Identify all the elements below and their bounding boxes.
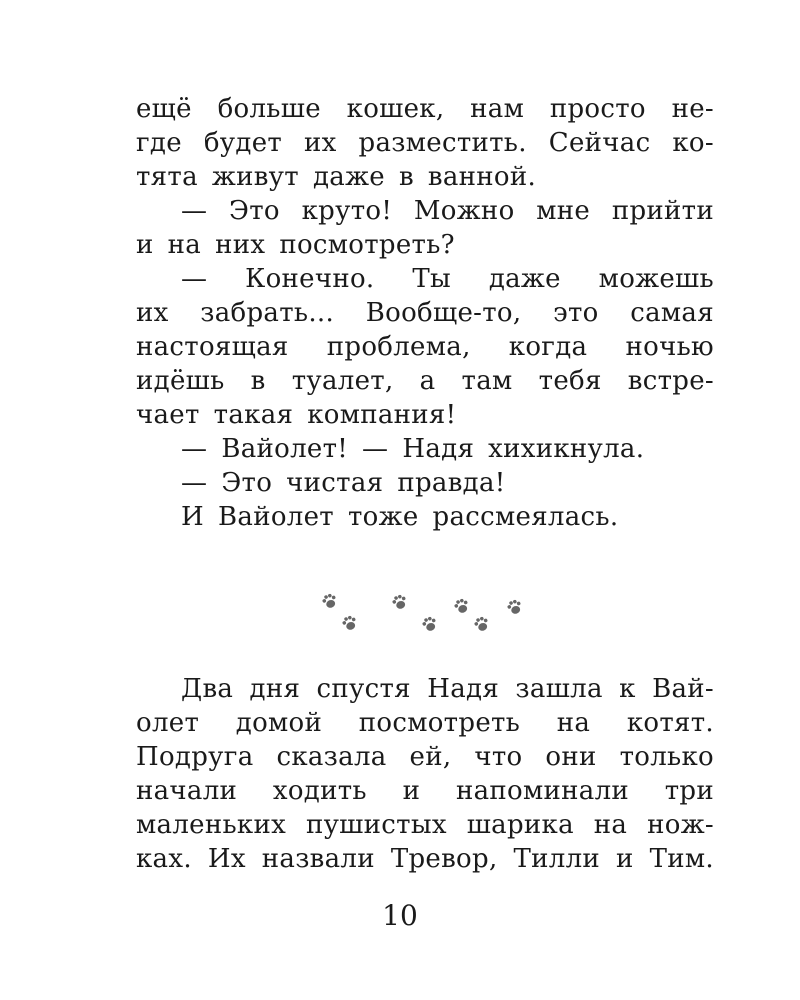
word: в bbox=[250, 366, 266, 396]
text-block-bottom bbox=[136, 672, 714, 876]
paw-print-icon bbox=[453, 597, 470, 614]
word: ночью bbox=[625, 332, 714, 362]
word: — bbox=[181, 434, 208, 464]
word: нож- bbox=[647, 810, 714, 840]
paw-print-icon bbox=[506, 598, 523, 615]
word: самая bbox=[630, 298, 714, 328]
word: Можно bbox=[413, 196, 515, 226]
text-line bbox=[136, 774, 714, 808]
word: прийти bbox=[611, 196, 714, 226]
word: разместить. bbox=[358, 128, 527, 158]
word: посмотреть bbox=[358, 708, 521, 738]
word: Вообще-то, bbox=[365, 298, 522, 328]
paw-print-icon bbox=[421, 615, 438, 632]
word: посмотреть? bbox=[279, 230, 455, 260]
page-number: 10 bbox=[382, 899, 418, 932]
word: хихикнула. bbox=[488, 434, 645, 464]
word: к bbox=[619, 674, 636, 704]
text-line bbox=[136, 808, 714, 842]
word: можешь bbox=[598, 264, 714, 294]
word: проблема, bbox=[326, 332, 471, 362]
word: ко- bbox=[672, 128, 714, 158]
word: Сейчас bbox=[548, 128, 651, 158]
word: не- bbox=[671, 94, 714, 124]
word: они bbox=[545, 742, 597, 772]
word: — bbox=[181, 468, 208, 498]
word: Подруга bbox=[136, 742, 254, 772]
word: нам bbox=[470, 94, 525, 124]
paw-print-icon bbox=[391, 593, 408, 610]
word: Надя bbox=[427, 674, 500, 704]
word: правда! bbox=[397, 468, 506, 498]
word: тоже bbox=[347, 502, 419, 532]
text-line bbox=[136, 398, 714, 432]
word: И bbox=[181, 502, 204, 532]
word: встре- bbox=[627, 366, 714, 396]
word: Тилли bbox=[513, 844, 601, 874]
word: котят. bbox=[626, 708, 714, 738]
word: на bbox=[556, 708, 591, 738]
word: три bbox=[664, 776, 714, 806]
text-line bbox=[136, 160, 714, 194]
text-line bbox=[136, 466, 714, 500]
word: это bbox=[553, 298, 599, 328]
word: тята bbox=[136, 162, 198, 192]
word: только bbox=[619, 742, 714, 772]
text-line bbox=[136, 432, 714, 466]
word: и bbox=[402, 776, 421, 806]
word: Тим. bbox=[649, 844, 714, 874]
word: ещё bbox=[136, 94, 192, 124]
word: олет bbox=[136, 708, 200, 738]
word: тебя bbox=[538, 366, 602, 396]
word: живут bbox=[211, 162, 299, 192]
word: назвали bbox=[261, 844, 375, 874]
word: просто bbox=[549, 94, 646, 124]
text-block-top bbox=[136, 92, 714, 534]
word: в bbox=[398, 162, 414, 192]
text-line bbox=[136, 296, 714, 330]
word: их bbox=[136, 298, 169, 328]
word: Это bbox=[221, 468, 273, 498]
word: туалет, bbox=[291, 366, 394, 396]
word: настоящая bbox=[136, 332, 289, 362]
word: сказала bbox=[276, 742, 387, 772]
word: маленьких bbox=[136, 810, 287, 840]
word: и bbox=[616, 844, 634, 874]
word: Ты bbox=[412, 264, 451, 294]
word: что bbox=[474, 742, 523, 772]
word: и bbox=[136, 230, 154, 260]
word: Это bbox=[229, 196, 280, 226]
word: — bbox=[362, 434, 389, 464]
word: ходить bbox=[272, 776, 367, 806]
word: ванной. bbox=[427, 162, 537, 192]
word: идёшь bbox=[136, 366, 225, 396]
text-line bbox=[136, 262, 714, 296]
text-line bbox=[136, 228, 714, 262]
word: чистая bbox=[286, 468, 384, 498]
word: а bbox=[419, 366, 436, 396]
word: круто! bbox=[301, 196, 393, 226]
word: даже bbox=[312, 162, 385, 192]
word: на bbox=[167, 230, 202, 260]
word: пушистых bbox=[305, 810, 447, 840]
word: домой bbox=[235, 708, 323, 738]
word: Конечно. bbox=[245, 264, 375, 294]
paw-print-icon bbox=[341, 614, 358, 631]
word: — bbox=[181, 196, 208, 226]
text-line bbox=[136, 706, 714, 740]
text-line bbox=[136, 194, 714, 228]
word: зашла bbox=[515, 674, 603, 704]
word: спустя bbox=[316, 674, 411, 704]
text-line bbox=[136, 672, 714, 706]
word: Вай- bbox=[652, 674, 714, 704]
paw-print-icon bbox=[473, 615, 490, 632]
text-line bbox=[136, 500, 714, 534]
word: шарика bbox=[466, 810, 574, 840]
word: начали bbox=[136, 776, 238, 806]
word: — bbox=[181, 264, 208, 294]
text-line bbox=[136, 364, 714, 398]
text-line bbox=[136, 126, 714, 160]
word: Вайолет bbox=[217, 502, 334, 532]
word: когда bbox=[508, 332, 588, 362]
word: такая bbox=[213, 400, 294, 430]
word: на bbox=[593, 810, 628, 840]
word: Два bbox=[181, 674, 234, 704]
text-line bbox=[136, 330, 714, 364]
word: больше bbox=[217, 94, 321, 124]
word: где bbox=[136, 128, 182, 158]
word: рассмеялась. bbox=[432, 502, 619, 532]
word: там bbox=[461, 366, 513, 396]
word: чает bbox=[136, 400, 200, 430]
word: Их bbox=[207, 844, 246, 874]
text-line bbox=[136, 842, 714, 876]
word: забрать... bbox=[200, 298, 335, 328]
word: компания! bbox=[307, 400, 457, 430]
paw-print-icon bbox=[321, 592, 338, 609]
word: мне bbox=[536, 196, 591, 226]
word: даже bbox=[488, 264, 561, 294]
word: них bbox=[215, 230, 266, 260]
word: дня bbox=[249, 674, 301, 704]
word: кошек, bbox=[346, 94, 445, 124]
word: их bbox=[304, 128, 337, 158]
word: ках. bbox=[136, 844, 192, 874]
text-line bbox=[136, 92, 714, 126]
text-line bbox=[136, 740, 714, 774]
word: будет bbox=[203, 128, 283, 158]
word: Тревор, bbox=[390, 844, 498, 874]
word: напоминали bbox=[455, 776, 630, 806]
word: ей, bbox=[409, 742, 452, 772]
word: Вайолет! bbox=[221, 434, 349, 464]
word: Надя bbox=[402, 434, 475, 464]
